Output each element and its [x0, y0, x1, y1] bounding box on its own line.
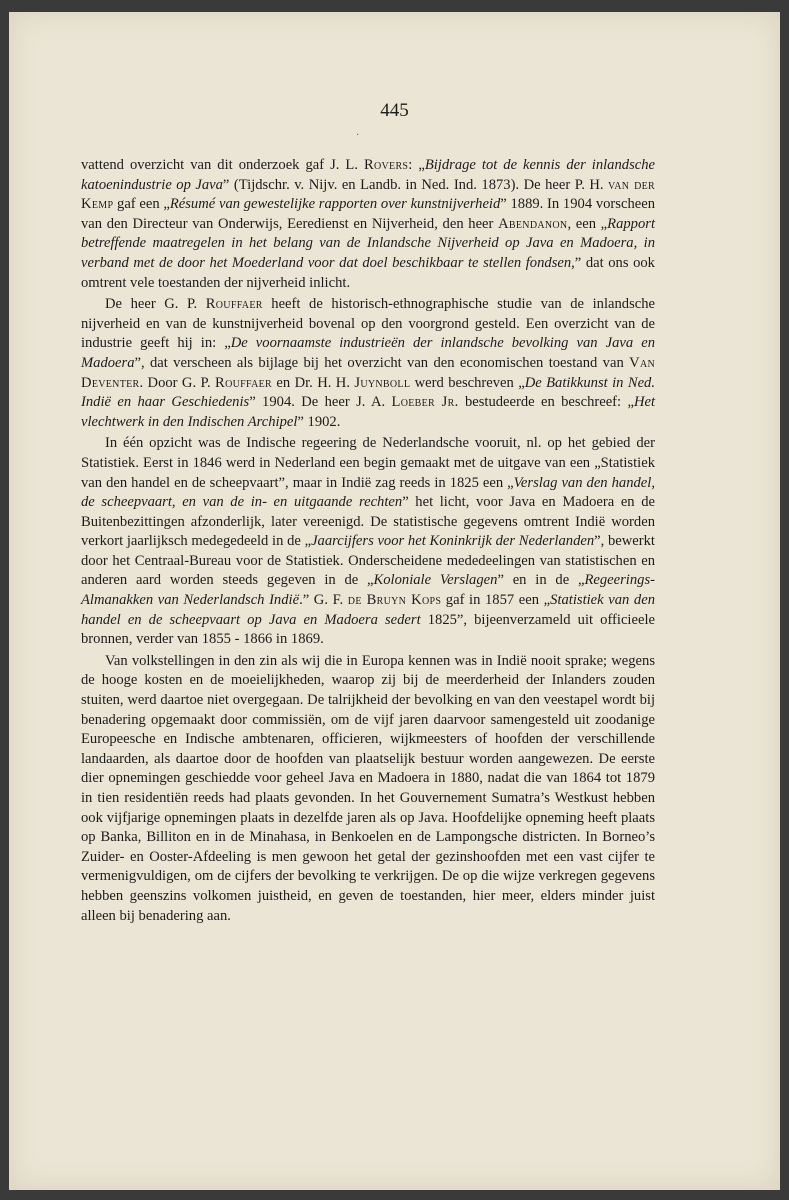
title-resume: Résumé van gewestelijke rapporten over kunstnijverheid: [169, 196, 501, 213]
book-page: [9, 12, 780, 1190]
author-deventer: Van Deventer: [81, 354, 655, 391]
author-rovers: Rovers: [363, 157, 409, 173]
page-body: [81, 156, 655, 926]
author-kemp: van der Kemp: [81, 176, 655, 213]
title-verslag: Verslag van den handel, de scheepvaart, en van de in- en uitgaande rechten: [81, 474, 655, 511]
title-jaarcijfers: Jaarcijfers voor het Koninkrijk der Nederlanden: [311, 533, 595, 550]
author-rouffaer: Rouffaer: [205, 296, 263, 313]
author-juynboll: Juynboll: [354, 374, 411, 391]
paragraph-4: Van volkstellingen in den zin als wij die in Europa kennen was in Indië nooit sprake; wegens de hooge kosten en de moeielijkheden, waarop zij bij de meerderheid der Inlanders zouden stuiten, werd daartoe niet overgegaan. De talrijkheid der bevolking en van den veestapel wordt bij benadering opgemaakt door commissiën, om de vijf jaren daarvoor samengesteld uit zoodanige Europeesche en Indische ambtenaren, officieren, wijkmeesters of hoofden der verschillende landaarden, als daartoe door de hoofden van plaatselijk bestuur worden aangewezen. De eerste dier opnemingen geschiedde voor geheel Java en Madoera in 1880, nadat die van 1864 tot 1879 in tien residentiën reeds had plaats gevonden. In het Gouvernement Sumatra’s Westkust hebben ook vijfjarige opnemingen plaats in dezelfde jaren als op Java. Hoofdelijke opneming heeft plaats op Banka, Billiton en in de Minahasa, in Benkoelen en de Lampongsche districten. In Borneo’s Zuider- en Ooster-Afdeeling is men gewoon het getal der gezinshoofden met een vast cijfer te vermenigvuldigen, om de cijfers der bevolking te verkrijgen. De op die wijze verkregen gegevens hebben geenszins volkomen juistheid, en geven de toestanden, hier meer, elders minder juist alleen bij benadering aan.: [81, 652, 655, 924]
title-regeerings-almanakken: Regeerings-Almanakken van Nederlandsch Indië: [81, 572, 655, 609]
paragraph-3: In één opzicht was de Indische regeering de Nederlandsche vooruit, nl. op het gebied der Statistiek. Eerst in 1846 werd in Nederland een begin gemaakt met de uitgave van een „Statistiek van den handel en de scheepvaart”, maar in Indië zag reeds in 1825 een „Verslag van den handel, de scheepvaart, en van de in- en uitgaande rechten” het licht, voor Java en Madoera en de Buitenbezittingen afzonderlijk, later vereenigd. De statistische gegevens omtrent Indië worden verkort jaarlijksch medegedeeld in de „Jaarcijfers voor het Koninkrijk der Nederlanden”, bewerkt door het Centraal-Bureau voor de Statistiek. Onderscheidene mededeelingen van statistischen en anderen aard worden steeds gegeven in de „Koloniale Verslagen” en in de „Regeerings-Almanakken van Nederlandsch Indië.” G. F. de Bruyn Kops gaf in 1857 een „Statistiek van den handel en de scheepvaart op Java en Madoera sedert 1825”, bijeenverzameld uit officieele bronnen, verder van 1855 - 1866 in 1869.: [81, 435, 656, 648]
paragraph-1: vattend overzicht van dit onderzoek gaf J. L. Rovers: „Bijdrage tot de kennis der inlandsche katoenindustrie op Java” (Tijdschr. v. Nijv. en Landb. in Ned. Ind. 1873). De heer P. H. van der Kemp gaf een „Résumé van gewestelijke rapporten over kunstnijverheid” 1889. In 1904 vorscheen van den Directeur van Onderwijs, Eeredienst en Nijverheid, den heer Abendanon, een „Rapport betreffende maatregelen in het belang van de Inlandsche Nijverheid op Java en Madoera, in verband met de door het Moederland voor dat doel beschikbaar te stellen fondsen,” dat ons ook omtrent vele toestanden der nijverheid inlicht.: [81, 157, 656, 291]
author-loeber: Loeber Jr.: [391, 394, 459, 411]
author-kops: de Bruyn Kops: [347, 592, 442, 609]
paragraph-2: De heer G. P. Rouffaer heeft de historisch-ethnographische studie van de inlandsche nijverheid en van de kunstnijverheid bovenal op den voorgrond gesteld. Een overzicht van de industrie geeft hij in: „De voornaamste industrieën der inlandsche bevolking van Java en Madoera”, dat verscheen als bijlage bij het overzicht van den economischen toestand van Van Deventer. Door G. P. Rouffaer en Dr. H. H. Juynboll werd beschreven „De Batikkunst in Ned. Indië en haar Geschiedenis” 1904. De heer J. A. Loeber Jr. bestudeerde en beschreef: „Het vlechtwerk in den Indischen Archipel” 1902.: [81, 296, 656, 430]
title-statistiek: Statistiek van den handel en de scheepvaart op Java en Madoera sedert: [81, 592, 655, 628]
title-vlechtwerk: Het vlechtwerk in den Indischen Archipel: [81, 394, 656, 430]
title-bijdrage: Bijdrage tot de kennis der inlandsche katoenindustrie op Java: [81, 157, 655, 193]
title-rapport: Rapport betreffende maatregelen in het belang van de Inlandsche Nijverheid op Java en Madoera, in verband met de door het Moederland voor dat doel beschikbaar te stellen fondsen,: [81, 215, 656, 271]
author-abendanon: Abendanon: [498, 215, 568, 232]
page-number: 445: [380, 100, 409, 121]
title-koloniale-verslagen: Koloniale Verslagen: [373, 572, 498, 589]
author-rouffaer-2: Rouffaer: [215, 374, 273, 391]
title-batikkunst: De Batikkunst in Ned. Indië en haar Geschiedenis: [81, 374, 656, 411]
page-dot: ·: [356, 130, 360, 141]
title-industrieen: De voornaamste industrieën der inlandsche bevolking van Java en Madoera: [81, 335, 655, 371]
